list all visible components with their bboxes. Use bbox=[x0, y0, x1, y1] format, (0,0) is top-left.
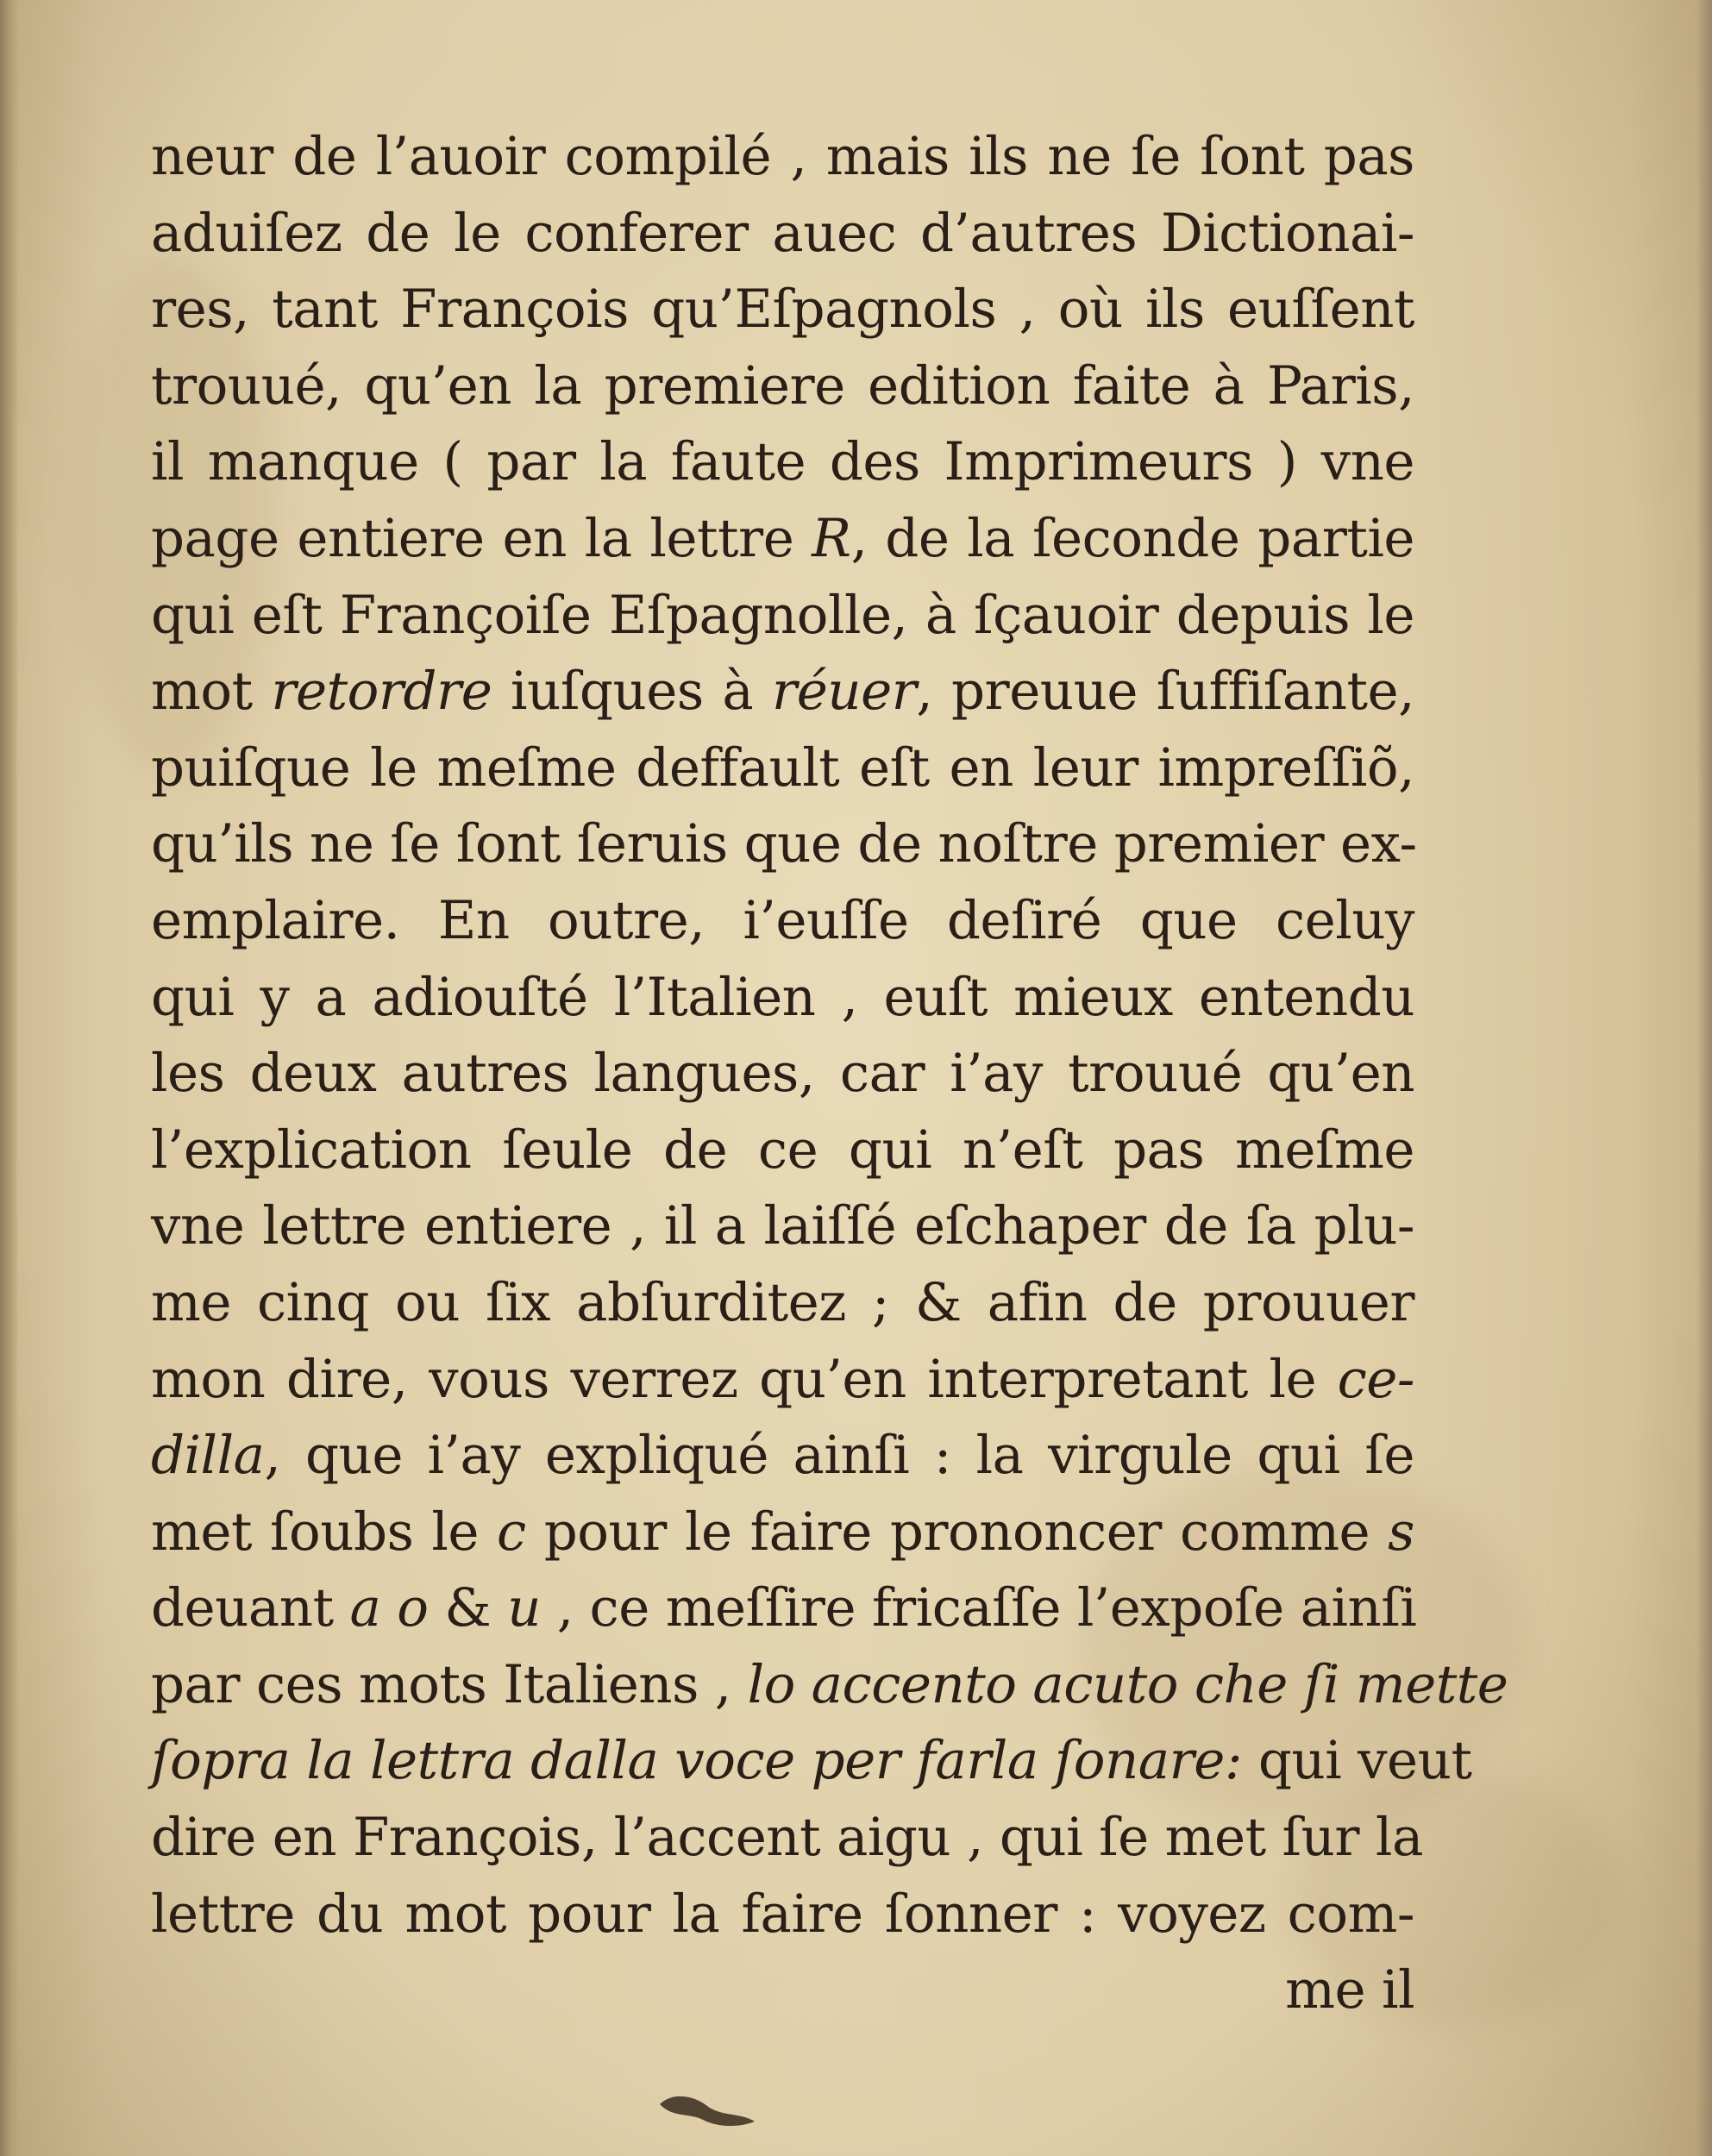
text-segment: , ce meſſire fricaſſe l’expoſe ainſi bbox=[540, 1577, 1417, 1639]
text-line bbox=[151, 501, 1414, 578]
text-segment: res, tant François qu’Eſpagnols , où ils euſſent bbox=[151, 279, 1414, 341]
italic-text: ce- bbox=[1337, 1348, 1414, 1410]
text-segment: les deux autres langues, car i’ay trouué qu’en bbox=[151, 1043, 1414, 1105]
text-segment: pour le faire prononcer comme bbox=[525, 1501, 1389, 1563]
text-segment: qu’ils ne ſe ſont ſeruis que de noſtre premier ex- bbox=[151, 813, 1417, 875]
text-segment: neur de l’auoir compilé , mais ils ne ſe ſont pas bbox=[151, 126, 1414, 187]
text-segment: , de la ſeconde partie bbox=[850, 507, 1414, 569]
text-line bbox=[151, 1647, 1508, 1724]
text-segment: page entiere en la lettre bbox=[151, 507, 812, 569]
page-right-edge bbox=[1696, 0, 1712, 2156]
page-binding-edge bbox=[0, 0, 19, 2156]
text-line bbox=[151, 1723, 1472, 1800]
text-line bbox=[151, 806, 1417, 883]
text-line bbox=[151, 196, 1414, 273]
text-line bbox=[151, 1112, 1414, 1189]
ink-blot-icon bbox=[655, 2087, 759, 2130]
text-segment: aduiſez de le conferer auec d’autres Dictionai- bbox=[151, 202, 1414, 264]
text-line bbox=[151, 1188, 1414, 1265]
text-segment: il manque ( par la faute des Imprimeurs ) vne bbox=[151, 431, 1414, 493]
text-segment: deuant bbox=[151, 1577, 350, 1639]
text-segment: qui eſt Françoiſe Eſpagnolle, à ſçauoir depuis le bbox=[151, 584, 1414, 646]
text-line bbox=[151, 348, 1414, 425]
text-line bbox=[151, 424, 1414, 501]
italic-text: c bbox=[497, 1501, 526, 1563]
text-line bbox=[151, 1877, 1414, 1953]
text-line bbox=[151, 1342, 1414, 1419]
text-line bbox=[151, 1265, 1414, 1342]
text-line bbox=[151, 1495, 1414, 1571]
text-line bbox=[151, 119, 1414, 196]
text-segment: & bbox=[428, 1577, 508, 1639]
text-line bbox=[151, 272, 1414, 348]
text-line bbox=[151, 1036, 1414, 1112]
text-line bbox=[151, 654, 1414, 730]
text-segment: mon dire, vous verrez qu’en interpretant le bbox=[151, 1348, 1338, 1410]
italic-text: dilla bbox=[151, 1425, 265, 1487]
text-segment: l’explication ſeule de ce qui n’eſt pas meſme bbox=[151, 1119, 1414, 1181]
italic-text: retordre bbox=[271, 661, 492, 723]
body-text bbox=[151, 119, 1508, 2029]
italic-text: ſopra la lettra dalla voce per farla ſonare: bbox=[151, 1730, 1242, 1792]
text-segment: trouué, qu’en la premiere edition faite à Paris, bbox=[151, 354, 1414, 417]
text-segment: emplaire. En outre, i’euſſe deſiré que celuy bbox=[151, 889, 1414, 951]
text-segment: met ſoubs le bbox=[151, 1501, 498, 1563]
catchword: me il bbox=[1285, 1959, 1414, 2021]
text-line bbox=[151, 730, 1414, 807]
text-segment: mot bbox=[151, 661, 272, 723]
text-line bbox=[151, 1800, 1423, 1877]
text-segment: lettre du mot pour la faire ſonner : voyez com- bbox=[151, 1883, 1414, 1945]
text-line bbox=[151, 1570, 1417, 1647]
italic-text: s bbox=[1388, 1501, 1414, 1563]
text-segment: dire en François, l’accent aigu , qui ſe met ſur la bbox=[151, 1807, 1423, 1869]
italic-text: R bbox=[812, 507, 851, 569]
italic-text: réuer bbox=[772, 661, 917, 723]
text-segment: qui veut bbox=[1241, 1730, 1472, 1792]
text-line bbox=[151, 883, 1414, 960]
text-segment: par ces mots Italiens , bbox=[151, 1653, 748, 1715]
text-segment: , preuue ſuffiſante, bbox=[916, 661, 1414, 723]
text-segment: puiſque le meſme deffault eſt en leur impreſſiõ, bbox=[151, 736, 1414, 799]
text-segment: vne lettre entiere , il a laiſſé eſchaper de ſa plu- bbox=[151, 1195, 1414, 1257]
text-segment: , que i’ay expliqué ainſi : la virgule qui ſe bbox=[264, 1425, 1414, 1487]
text-segment: qui y a adiouſté l’Italien , euſt mieux entendu bbox=[151, 966, 1414, 1028]
italic-text: u bbox=[507, 1577, 541, 1639]
text-line bbox=[151, 960, 1414, 1037]
text-line bbox=[151, 578, 1414, 655]
italic-text: a o bbox=[349, 1577, 429, 1639]
italic-text: lo accento acuto che ſi mette bbox=[747, 1653, 1508, 1715]
text-segment: iuſques à bbox=[492, 661, 773, 723]
text-segment: me cinq ou ſix abſurditez ; & afin de prouuer bbox=[151, 1271, 1414, 1333]
text-line bbox=[151, 1418, 1414, 1495]
